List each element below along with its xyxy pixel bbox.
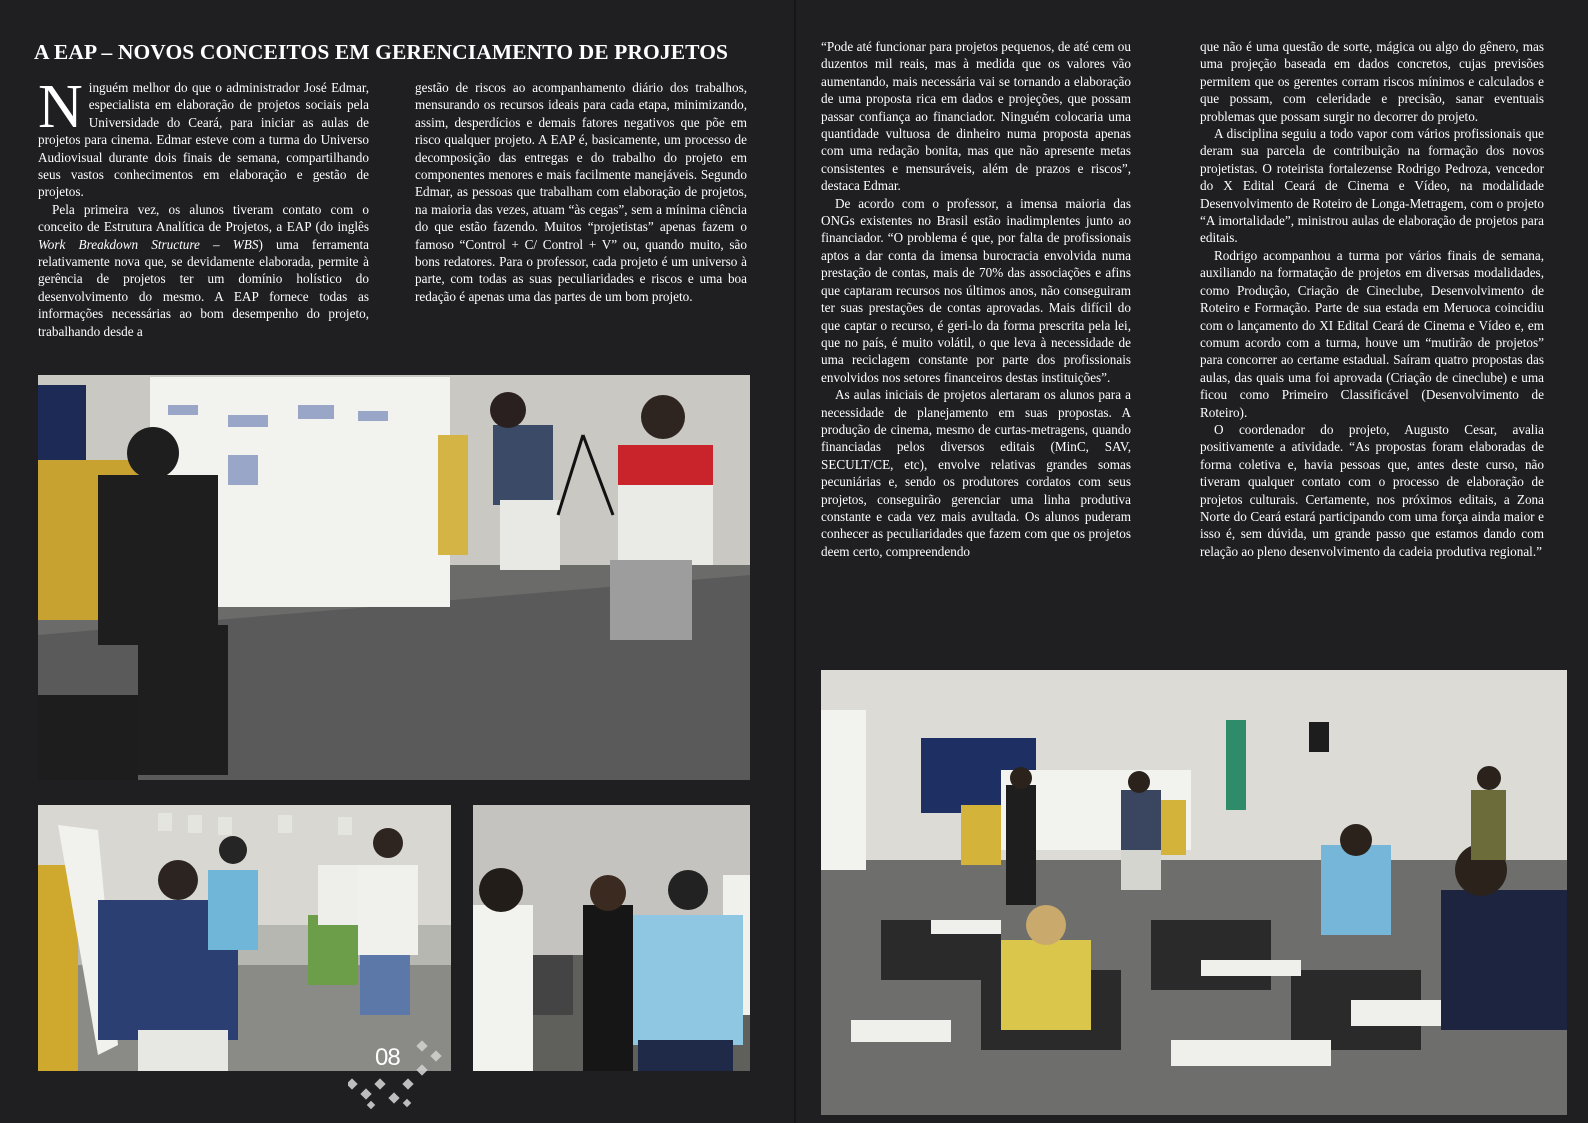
paragraph-text: Pela primeira vez, os alunos tiveram contato com o conceito de Estrutura Analítica de Projetos, a EAP (do inglês — [38, 201, 369, 235]
paragraph: O coordenador do projeto, Augusto Cesar, avalia positivamente a atividade. “As propostas foram elaboradas de forma coletiva e, havia pessoas que, antes deste curso, não tiveram qualquer contato com o processo de elaboração de projetos culturais. Certamente, nos próximos editais, a Zona Norte do Ceará estará participando com uma força ainda maior e isso é, sem dúvida, um grande passo que estamos dando com relação ao pleno desenvolvimento da cadeia produtiva regional.” — [1200, 421, 1544, 559]
photo-students-standing — [473, 805, 750, 1071]
photo-group-at-board — [38, 805, 451, 1071]
paragraph: que não é uma questão de sorte, mágica ou algo do gênero, mas uma projeção baseada em dados concretos, cujas previsões permitem que os gerentes corram riscos mínimos e calculados e que possam, com celeridade e precisão, sanar eventuais problemas que possam surgir no decorrer do projeto. — [1200, 39, 1544, 124]
paragraph: gestão de riscos ao acompanhamento diário dos trabalhos, mensurando os recursos ideais para cada etapa, minimizando, assim, desperdícios e demais fatores negativos que põe em risco qualquer projeto. A EAP é, basicamente, um processo de decomposição das entregas e do trabalho do projeto em componentes menores e mais facilmente manejáveis. Segundo Edmar, as pessoas que trabalham com elaboração de projetos, na maioria das vezes, atuam “às cegas”, sem a mínima ciência do que estão fazendo. Muitos “projetistas” apenas fazem o famoso “Control + C/ Control + V” ou, quando muito, são bons redatores. Para o professor, cada projeto é um universo à parte, com todas as suas peculiaridades e riscos e uma boa redação é apenas uma das partes de um bom projeto. — [415, 80, 747, 304]
italic-term: Work Breakdown Structure – WBS — [38, 236, 259, 252]
paragraph — [38, 73, 369, 201]
photo-classroom-seated — [821, 670, 1567, 1115]
text-column-1 — [38, 73, 370, 340]
page-number: 08 — [375, 1044, 400, 1071]
photo-instructor-whiteboard — [38, 375, 750, 780]
paragraph: “Pode até funcionar para projetos pequenos, de até cem ou duzentos mil reais, mas à medida que os valores vão aumentando, mais necessária vai se tornando a elaboração de uma proposta rica em dados e projeções, que possam passar confiança ao financiador. Ninguém colocaria uma quantidade vultuosa de dinheiro numa proposta apenas com uma redação bonita, mas que não apresente metas consistentes e mensuráveis, além de prazos e riscos”, destaca Edmar. — [821, 39, 1131, 194]
paragraph: Rodrigo acompanhou a turma por vários finais de semana, auxiliando na formatação de projetos em diversas modalidades, como Produção, Criação de Cineclube, Desenvolvimento de Roteiro e Formação. Parte de sua estada em Meruoca coincidiu com o lançamento do XI Edital Ceará de Cinema e Vídeo e, em comum acordo com a turma, houve um “mutirão de projetos” para concorrer ao certame estadual. Saíram quatro propostas das aulas, das quais uma foi aprovada (Criação de cineclube) e uma ficou como Primeiro Classificável (Desenvolvimento de Roteiro). — [1200, 247, 1544, 420]
photo-illustration — [473, 805, 750, 1071]
paragraph: As aulas iniciais de projetos alertaram os alunos para a necessidade de planejamento em suas propostas. A produção de cinema, mesmo de curtas-metragens, quando financiadas pelos diversos editais (MinC, SAV, SECULT/CE, etc), envolve relativas grandes somas pecuniárias e, sendo os produtores cordatos com seus projetos, conseguirão gerenciar uma linha produtiva constante e cada vez mais avultada. Os alunos puderam conhecer as peculiaridades que fazem com que os projetos deem certo, compreendendo — [821, 387, 1131, 559]
text-column-2 — [415, 79, 747, 305]
paragraph — [38, 201, 369, 340]
photo-illustration — [38, 375, 750, 780]
photo-illustration — [821, 670, 1567, 1115]
paragraph: A disciplina seguiu a todo vapor com vários profissionais que deram sua parcela de contribuição na formação dos novos projetistas. O roteirista fortalezense Rodrigo Pedroza, vencedor do X Edital Ceará de Cinema e Vídeo, na modalidade Desenvolvimento de Roteiro de Longa-Metragem, com o projeto “A imortalidade”, ministrou aulas de elaboração de projetos para editais. — [1200, 126, 1544, 246]
paragraph: De acordo com o professor, a imensa maioria das ONGs existentes no Brasil estão inadimplentes junto ao financiador. “O problema é que, por falta de profissionais aptos a dar conta da imensa burocracia envolvida numa prestação de contas, mais de 70% das associações e afins que captaram recursos nos últimos anos, não conseguiram ter suas prestações de contas aprovadas. Mais difícil do que captar o recurso, é geri-lo da forma prescrita pela lei, que no país, é muito volátil, o que leva à necessidade de uma reciclagem constante por parte dos profissionais envolvidos nos setores financeiros destas instituições”. — [821, 195, 1131, 385]
paragraph-text: inguém melhor do que o administrador José Edmar, especialista em elaboração de projetos sociais pela Universidade do Ceará, para iniciar as aulas de projetos para cinema. Edmar esteve com a turma do Universo Audiovisual durante dois finais de semana, compartilhando seus vastos conhecimentos em elaboração e gestão de projetos. — [38, 80, 369, 200]
photo-illustration — [38, 805, 451, 1071]
paragraph-text: ) uma ferramenta relativamente nova que, se devidamente elaborada, permite à gerência de projetos ter um domínio holístico do desenvolvimento do mesmo. A EAP fornece todas as informações necessárias ao bom desempenho do projeto, trabalhando desde a — [38, 236, 370, 339]
text-column-4 — [1200, 38, 1544, 560]
article-title: A EAP – NOVOS CONCEITOS EM GERENCIAMENTO DE PROJETOS — [34, 40, 729, 64]
drop-cap: N — [38, 73, 83, 141]
text-column-3 — [821, 38, 1131, 560]
